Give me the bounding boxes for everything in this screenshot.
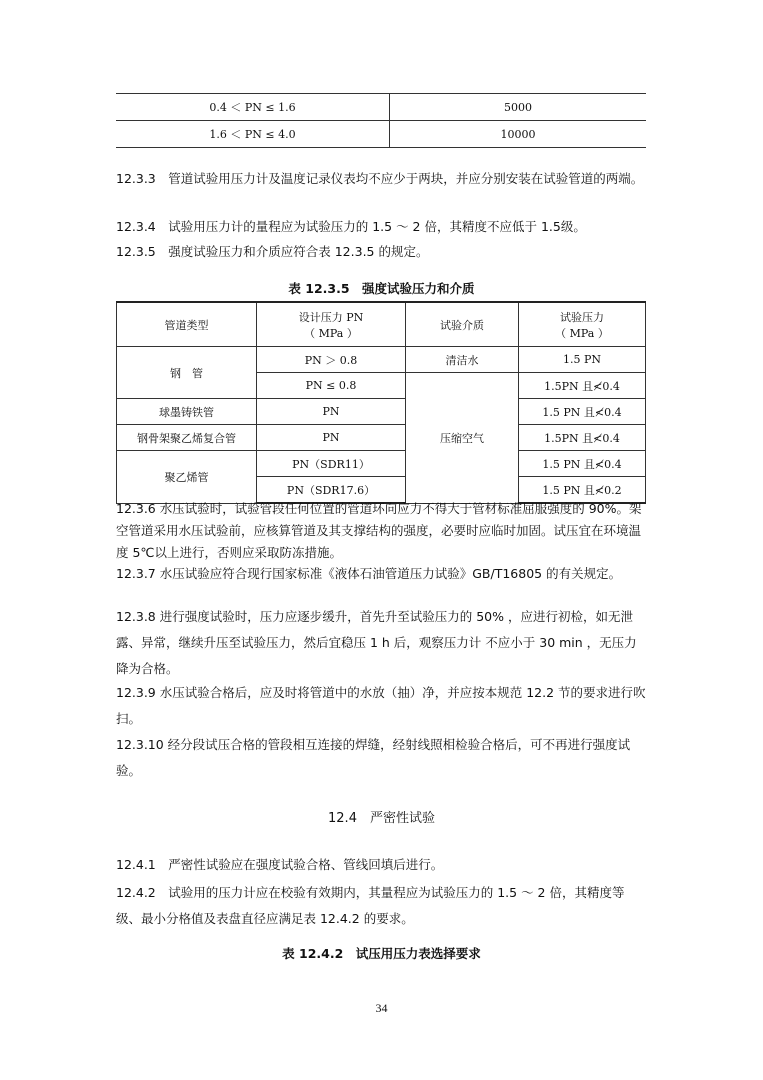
table-cell: 1.5 PN 且≮0.4 xyxy=(519,451,646,477)
clause-12-4-1: 12.4.1 严密性试验应在强度试验合格、管线回填后进行。 xyxy=(116,857,444,872)
strength-test-table xyxy=(116,301,646,504)
table-cell: 1.6 ＜ PN ≤ 4.0 xyxy=(116,121,390,148)
table-cell: PN ＞ 0.8 xyxy=(257,347,406,373)
cell-pe: 聚乙烯管 xyxy=(117,451,257,504)
table-row xyxy=(117,425,646,451)
header-medium: 试验介质 xyxy=(406,302,519,347)
clause-12-3-3: 12.3.3 管道试验用压力计及温度记录仪表均不应少于两块，并应分别安装在试验管道的两端。 xyxy=(116,171,644,186)
table-cell: 10000 xyxy=(390,121,647,148)
clause-12-4-2: 12.4.2 试验用的压力计应在校验有效期内，其量程应为试验压力的 1.5 ～ 2 倍，其精度等级、最小分格值及表盘直径应满足表 12.4.2 的要求。 xyxy=(116,885,625,926)
table-header-row xyxy=(117,302,646,347)
header-text: 设计压力 PN xyxy=(298,310,364,324)
cell-water: 清洁水 xyxy=(406,347,519,373)
table-row xyxy=(117,451,646,477)
cell-air: 压缩空气 xyxy=(406,373,519,504)
table-12-3-5-title: 表 12.3.5 强度试验压力和介质 xyxy=(288,281,475,296)
page-number: 34 xyxy=(375,1001,388,1015)
table-cell: 5000 xyxy=(390,94,647,121)
header-unit: （ MPa ） xyxy=(555,326,609,340)
clause-12-3-5: 12.3.5 强度试验压力和介质应符合表 12.3.5 的规定。 xyxy=(116,244,429,259)
clause-12-3-6: 12.3.6 水压试验时，试验管段任何位置的管道环向应力不得大于管材标准屈服强度的 90%。架空管道采用水压试验前，应核算管道及其支撑结构的强度，必要时应临时加固。试压宜在环境温度 5℃以上进行，否则应采取防冻措施。 xyxy=(116,501,642,560)
cell-ductile: 球墨铸铁管 xyxy=(117,399,257,425)
table-row xyxy=(117,399,646,425)
cell-steel: 钢 管 xyxy=(117,347,257,399)
table-cell: 1.5 PN 且≮0.2 xyxy=(519,477,646,504)
table-cell: 1.5 PN xyxy=(519,347,646,373)
table-row xyxy=(117,347,646,373)
table-cell: PN（SDR17.6） xyxy=(257,477,406,504)
table-row xyxy=(116,94,646,121)
table-12-4-2-title: 表 12.4.2 试压用压力表选择要求 xyxy=(282,946,481,961)
section-title-12-4: 12.4 严密性试验 xyxy=(328,811,435,826)
clause-12-3-8: 12.3.8 进行强度试验时，压力应逐步缓升，首先升至试验压力的 50% ，应进行初检，如无泄露、异常，继续升压至试验压力，然后宜稳压 1 h 后，观察压力计 不应小于 30 min ，无压力降为合格。 xyxy=(116,609,637,676)
table-cell: 0.4 ＜ PN ≤ 1.6 xyxy=(116,94,390,121)
header-unit: （ MPa ） xyxy=(304,326,358,340)
table-cell: 1.5 PN 且≮0.4 xyxy=(519,399,646,425)
clause-12-3-9: 12.3.9 水压试验合格后，应及时将管道中的水放（抽）净，并应按本规范 12.2 节的要求进行吹扫。 xyxy=(116,685,646,726)
table-cell: 1.5PN 且≮0.4 xyxy=(519,373,646,399)
cell-composite: 钢骨架聚乙烯复合管 xyxy=(117,425,257,451)
header-design-pressure xyxy=(257,302,406,347)
table-cell: PN xyxy=(257,425,406,451)
table-cell: PN（SDR11） xyxy=(257,451,406,477)
header-test-pressure xyxy=(519,302,646,347)
header-pipe-type: 管道类型 xyxy=(117,302,257,347)
table-cell: 1.5PN 且≮0.4 xyxy=(519,425,646,451)
clause-12-3-4: 12.3.4 试验用压力计的量程应为试验压力的 1.5 ～ 2 倍，其精度不应低于 1.5级。 xyxy=(116,219,586,234)
clause-12-3-10: 12.3.10 经分段试压合格的管段相互连接的焊缝，经射线照相检验合格后，可不再进行强度试验。 xyxy=(116,737,631,778)
clause-12-3-7: 12.3.7 水压试验应符合现行国家标准《液体石油管道压力试验》GB/T16805 的有关规定。 xyxy=(116,566,622,581)
header-text: 试验压力 xyxy=(560,310,604,324)
table-cell: PN xyxy=(257,399,406,425)
table-row xyxy=(116,121,646,148)
pressure-table-continued xyxy=(116,93,646,148)
table-cell: PN ≤ 0.8 xyxy=(257,373,406,399)
